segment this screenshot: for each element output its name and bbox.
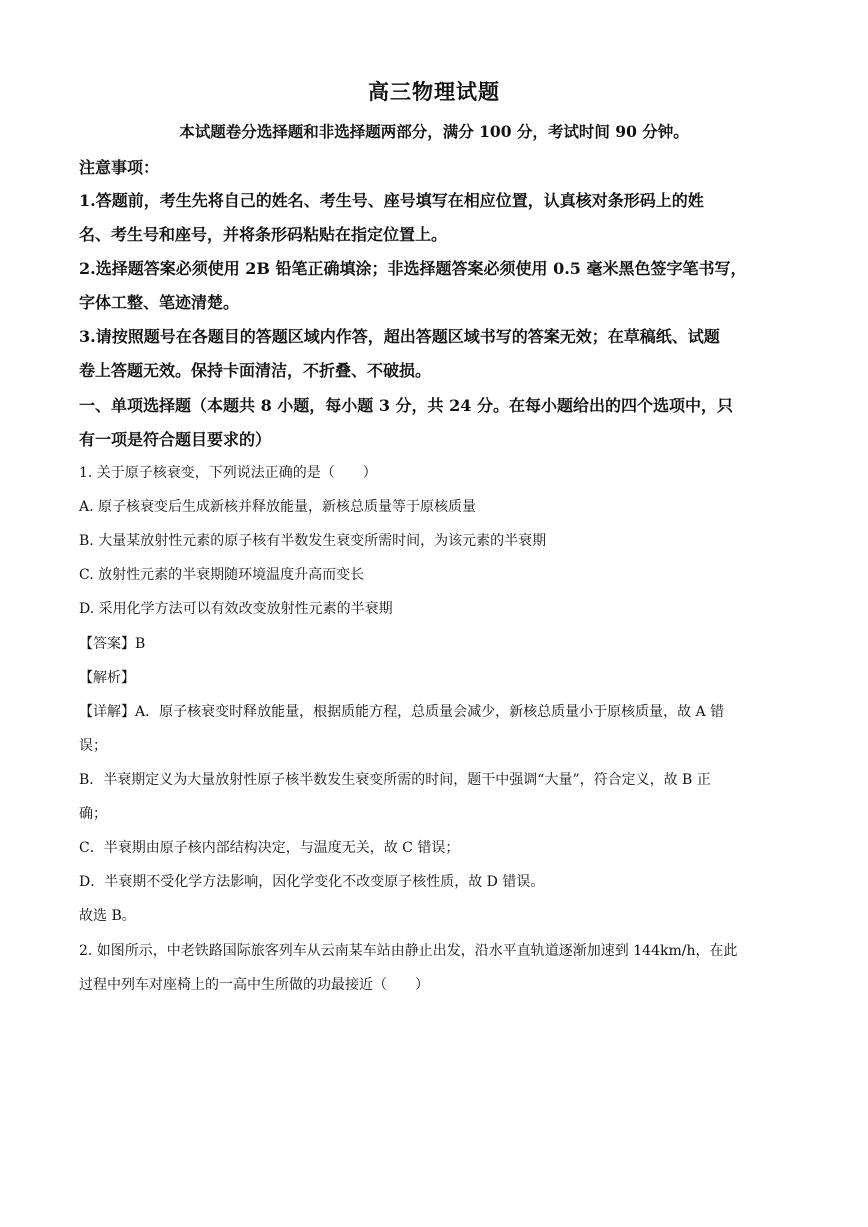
- notice-item-3-line2: 卷上答题无效。保持卡面清洁，不折叠、不破损。: [79, 361, 432, 380]
- q1-option-b: B. 大量某放射性元素的原子核有半数发生衰变所需时间，为该元素的半衰期: [79, 533, 547, 549]
- page-title: 高三物理试题: [368, 79, 500, 104]
- q1-analysis-label: 【解析】: [79, 670, 135, 686]
- notice-item-2-line1: 2.选择题答案必须使用 2B 铅笔正确填涂；非选择题答案必须使用 0.5 毫米黑色签字笔书写，: [79, 259, 747, 278]
- q1-option-c: C. 放射性元素的半衰期随环境温度升高而变长: [79, 567, 365, 583]
- q1-option-d: D. 采用化学方法可以有效改变放射性元素的半衰期: [79, 601, 393, 617]
- q1-option-a: A. 原子核衰变后生成新核并释放能量，新核总质量等于原核质量: [79, 499, 477, 515]
- notice-item-1-line1: 1.答题前，考生先将自己的姓名、考生号、座号填写在相应位置，认真核对条形码上的姓: [79, 191, 704, 210]
- q1-detail-b-line1: B．半衰期定义为大量放射性原子核半数发生衰变所需的时间，题干中强调“大量”，符合定义，故 B 正: [79, 772, 711, 788]
- notice-heading: 注意事项：: [79, 158, 160, 177]
- q2-stem-line1: 2. 如图所示，中老铁路国际旅客列车从云南某车站由静止出发，沿水平直轨道逐渐加速到 144km/h，在此: [79, 943, 738, 959]
- notice-item-2-line2: 字体工整、笔迹清楚。: [79, 293, 240, 312]
- q1-detail-b-line2: 确；: [79, 806, 107, 822]
- section-heading-line2: 有一项是符合题目要求的）: [79, 430, 272, 449]
- q1-detail-a-line1: 【详解】A．原子核衰变时释放能量，根据质能方程，总质量会减少，新核总质量小于原核质量，故 A 错: [79, 704, 725, 720]
- q1-conclusion: 故选 B。: [79, 908, 136, 924]
- section-heading-line1: 一、单项选择题（本题共 8 小题，每小题 3 分，共 24 分。在每小题给出的四个选项中，只: [79, 396, 733, 415]
- exam-subtitle: 本试题卷分选择题和非选择题两部分，满分 100 分，考试时间 90 分钟。: [179, 122, 689, 141]
- q1-detail-d: D．半衰期不受化学方法影响，因化学变化不改变原子核性质，故 D 错误。: [79, 874, 545, 890]
- q1-detail-c: C．半衰期由原子核内部结构决定，与温度无关，故 C 错误；: [79, 840, 460, 856]
- notice-item-3-line1: 3.请按照题号在各题目的答题区域内作答，超出答题区域书写的答案无效；在草稿纸、试题: [79, 327, 720, 346]
- q1-answer: 【答案】B: [79, 636, 146, 652]
- q2-stem-line2: 过程中列车对座椅上的一高中生所做的功最接近（ ）: [79, 977, 429, 993]
- notice-item-1-line2: 名、考生号和座号，并将条形码粘贴在指定位置上。: [79, 225, 448, 244]
- q1-stem: 1. 关于原子核衰变，下列说法正确的是（ ）: [79, 465, 377, 481]
- q1-detail-a-line2: 误；: [79, 738, 107, 754]
